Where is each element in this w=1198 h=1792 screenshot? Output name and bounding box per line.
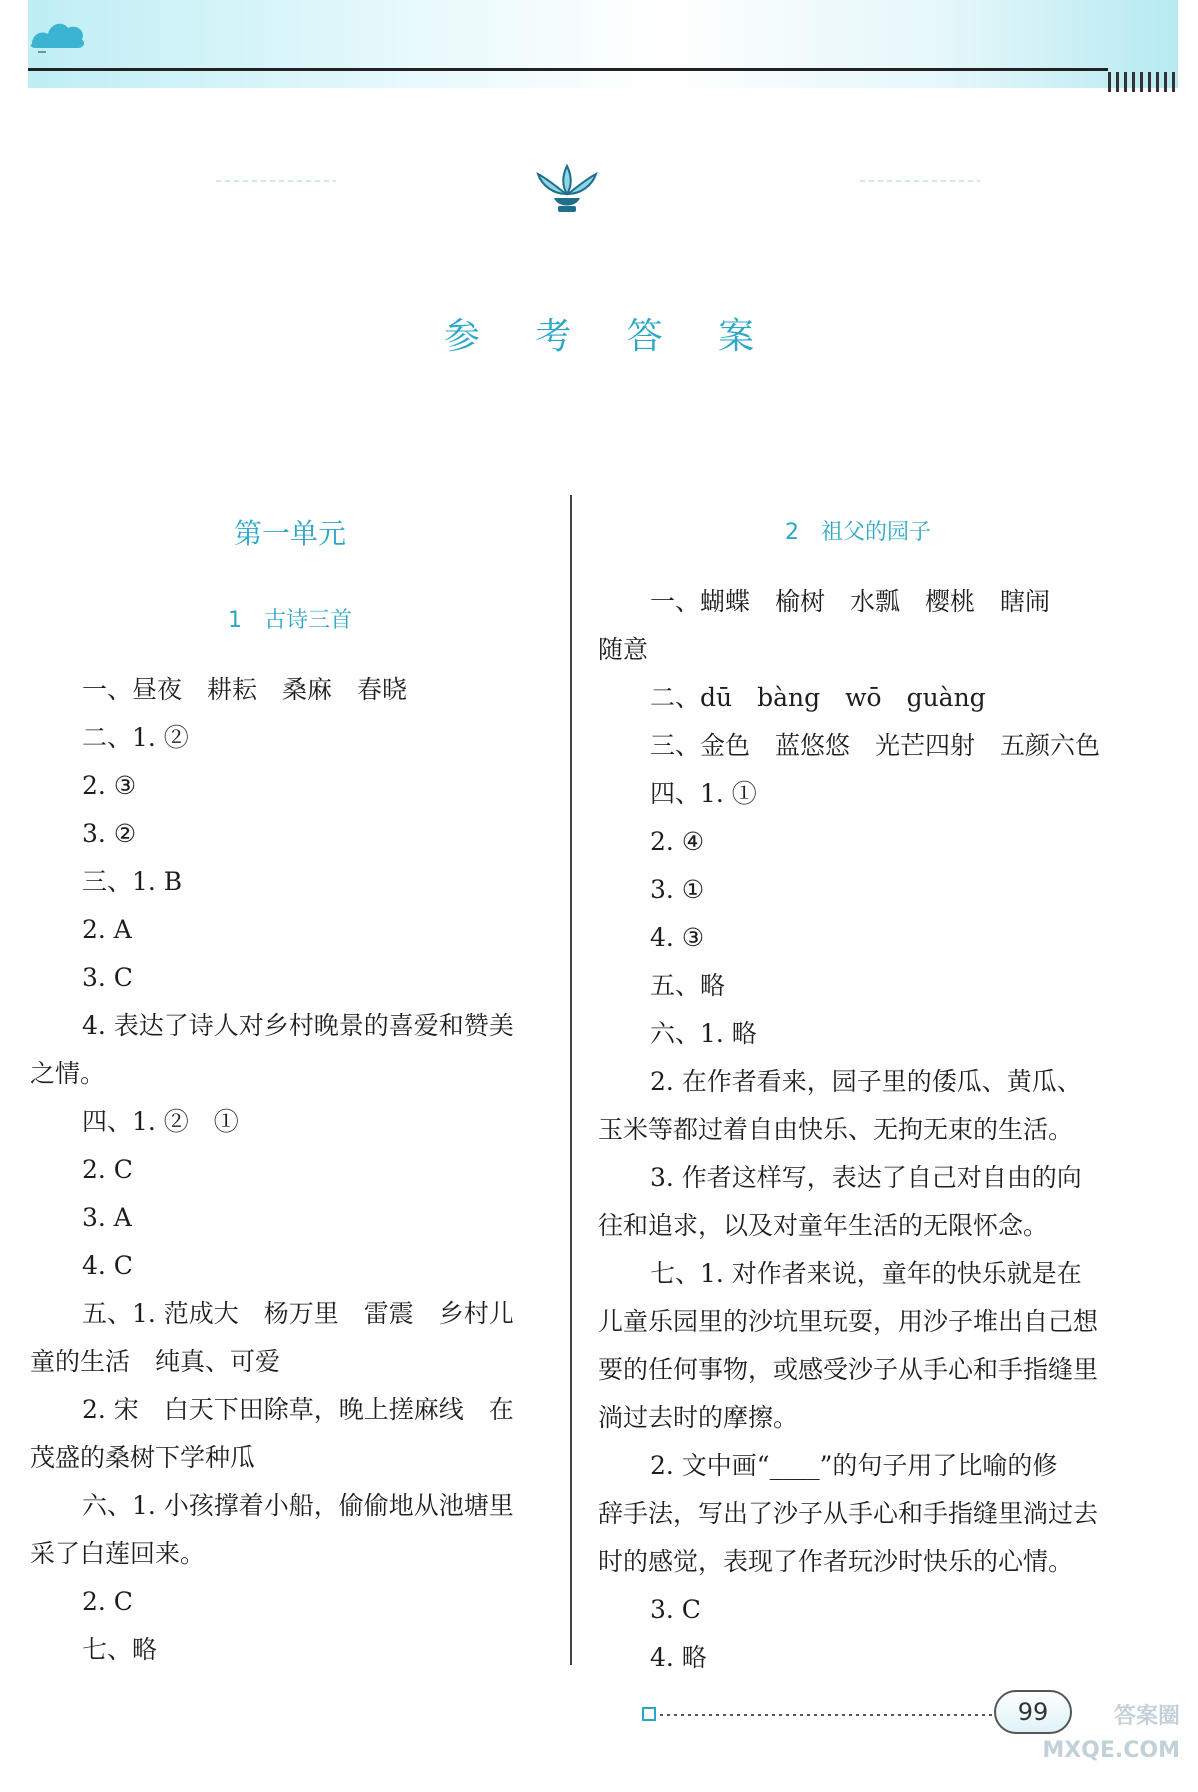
answer-line: 三、金色 蓝悠悠 光芒四射 五颜六色 xyxy=(650,731,1101,760)
answer-line: 之情。 xyxy=(30,1059,106,1088)
right-column xyxy=(598,510,1118,1682)
answer-line: 二、1. ② xyxy=(82,723,189,752)
answer-line: 时的感觉，表现了作者玩沙时快乐的心情。 xyxy=(598,1547,1074,1576)
lesson-heading: 2 祖父的园子 xyxy=(785,520,931,545)
answer-line: 4. 表达了诗人对乡村晚景的喜爱和赞美 xyxy=(82,1011,514,1040)
answer-line: 三、1. B xyxy=(82,867,183,896)
answer-line: 淌过去时的摩擦。 xyxy=(598,1403,799,1432)
answer-line: 3. C xyxy=(82,963,133,992)
answer-line: 2. ④ xyxy=(650,827,705,856)
footer-dotted-rule xyxy=(660,1714,992,1716)
answer-line: 一、昼夜 耕耘 桑麻 春晓 xyxy=(82,675,408,704)
answer-list xyxy=(598,578,1118,1682)
lesson-heading: 1 古诗三首 xyxy=(228,608,352,633)
answer-line: 辞手法，写出了沙子从手心和手指缝里淌过去 xyxy=(598,1499,1099,1528)
answer-line: 3. C xyxy=(650,1595,701,1624)
page-title: 参 考 答 案 xyxy=(443,316,777,357)
answer-line: 3. ② xyxy=(82,819,137,848)
answer-line: 七、略 xyxy=(82,1635,158,1664)
watermark xyxy=(1030,1700,1180,1784)
answer-line: 二、dū bàng wō guàng xyxy=(650,683,986,712)
answer-line: 3. ① xyxy=(650,875,705,904)
answer-line: 七、1. 对作者来说，童年的快乐就是在 xyxy=(650,1259,1082,1288)
answer-line: 4. C xyxy=(82,1251,133,1280)
unit-heading: 第一单元 xyxy=(233,517,346,550)
answer-line: 2. 在作者看来，园子里的倭瓜、黄瓜、 xyxy=(650,1067,1082,1096)
answer-line: 2. C xyxy=(82,1155,133,1184)
answer-line: 五、略 xyxy=(650,971,726,1000)
decorative-dots-left xyxy=(216,180,336,182)
answer-line: 2. 宋 白天下田除草，晚上搓麻线 在 xyxy=(82,1395,514,1424)
answer-line: 3. 作者这样写，表达了自己对自由的向 xyxy=(650,1163,1082,1192)
answer-list xyxy=(30,666,550,1674)
answer-line: 五、1. 范成大 杨万里 雷震 乡村儿 xyxy=(82,1299,514,1328)
answer-line: 随意 xyxy=(598,635,649,664)
answer-line: 童的生活 纯真、可爱 xyxy=(30,1347,281,1376)
answer-line: 要的任何事物，或感受沙子从手心和手指缝里 xyxy=(598,1355,1099,1384)
answer-line: 四、1. ① xyxy=(650,779,757,808)
answer-line: 采了白莲回来。 xyxy=(30,1539,206,1568)
answer-line: 茂盛的桑树下学种瓜 xyxy=(30,1443,256,1472)
header-ticks xyxy=(1108,72,1176,92)
decorative-dots-right xyxy=(860,180,980,182)
answer-line: 2. 文中画“____”的句子用了比喻的修 xyxy=(650,1451,1058,1480)
watermark-top: 答案圈 xyxy=(1113,1704,1180,1729)
answer-line: 四、1. ② ① xyxy=(82,1107,239,1136)
answer-line: 六、1. 小孩撑着小船，偷偷地从池塘里 xyxy=(82,1491,514,1520)
page-number: 99 xyxy=(994,1690,1072,1734)
answer-line: 儿童乐园里的沙坑里玩耍，用沙子堆出自己想 xyxy=(598,1307,1099,1336)
header-rule xyxy=(28,68,1108,71)
cloud-icon xyxy=(28,14,88,54)
answer-line: 2. A xyxy=(82,915,132,944)
answer-line: 2. C xyxy=(82,1587,133,1616)
footer-square-icon xyxy=(642,1707,656,1721)
header-band xyxy=(28,0,1178,88)
answer-line: 2. ③ xyxy=(82,771,137,800)
answer-line: 3. A xyxy=(82,1203,132,1232)
answer-line: 玉米等都过着自由快乐、无拘无束的生活。 xyxy=(598,1115,1074,1144)
flower-icon xyxy=(532,158,602,218)
answer-line: 往和追求，以及对童年生活的无限怀念。 xyxy=(598,1211,1049,1240)
left-column xyxy=(30,510,550,1674)
answer-line: 一、蝴蝶 榆树 水瓢 樱桃 瞎闹 xyxy=(650,587,1051,616)
answer-line: 六、1. 略 xyxy=(650,1019,757,1048)
answer-line: 4. 略 xyxy=(650,1643,707,1672)
watermark-bottom: MXQE.COM xyxy=(1042,1738,1180,1763)
column-divider xyxy=(570,495,572,1665)
answer-line: 4. ③ xyxy=(650,923,705,952)
